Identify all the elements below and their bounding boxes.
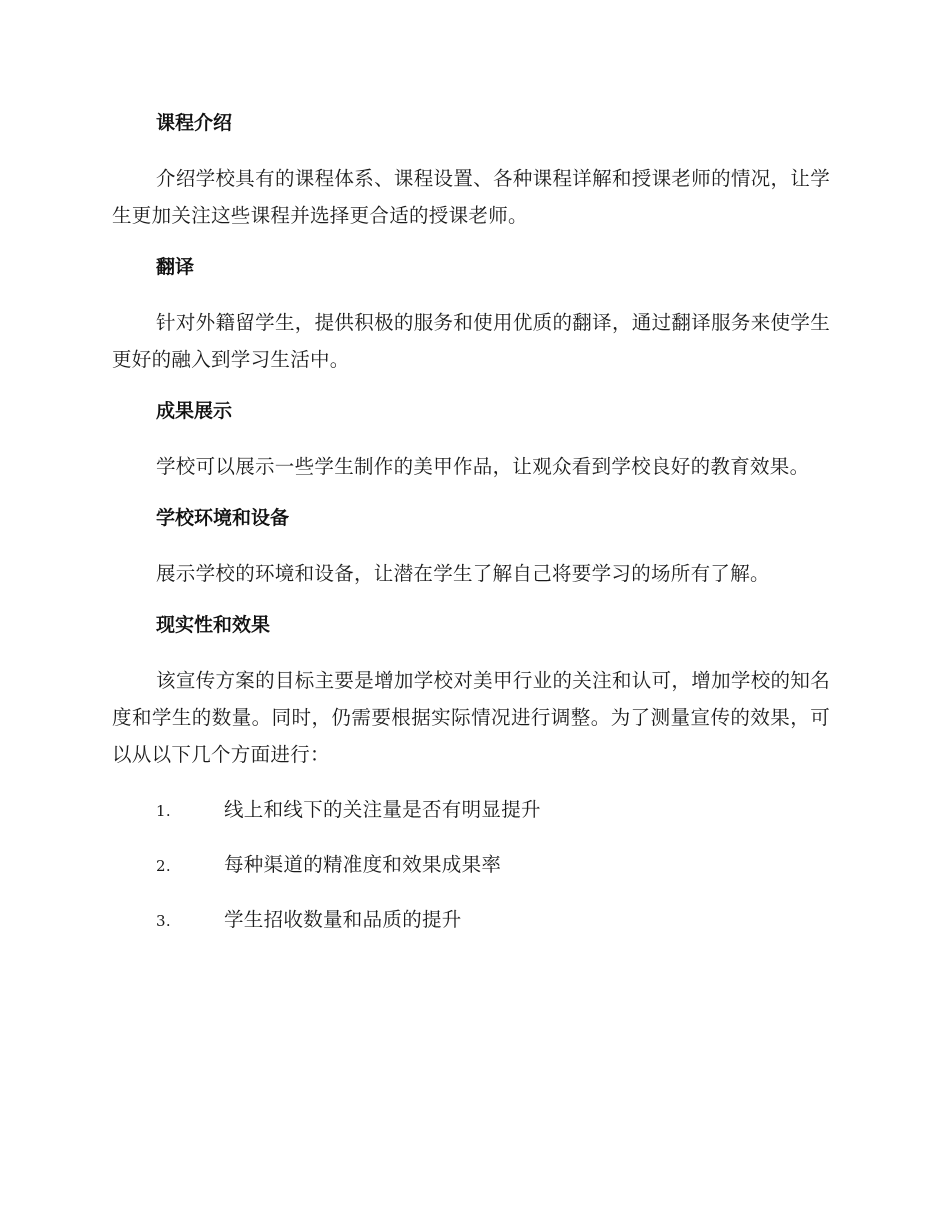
list-item-text: 线上和线下的关注量是否有明显提升: [224, 798, 541, 821]
section-body-translation: 针对外籍留学生，提供积极的服务和使用优质的翻译，通过翻译服务来使学生更好的融入到学习生活中。: [112, 311, 830, 371]
list-item: [112, 791, 830, 828]
section-body-course-intro: 介绍学校具有的课程体系、课程设置、各种课程详解和授课老师的情况，让学生更加关注这些课程并选择更合适的授课老师。: [112, 167, 830, 227]
section-heading-environment: 学校环境和设备: [156, 507, 290, 529]
measurement-list: [112, 791, 830, 938]
list-item-text: 学生招收数量和品质的提升: [224, 908, 462, 931]
list-item-number: 2.: [156, 857, 171, 875]
list-item-text: 每种渠道的精准度和效果成果率: [224, 853, 502, 876]
section-body-results-showcase: 学校可以展示一些学生制作的美甲作品，让观众看到学校良好的教育效果。: [156, 455, 810, 478]
section-heading-feasibility: 现实性和效果: [156, 614, 271, 636]
section-body-feasibility: 该宣传方案的目标主要是增加学校对美甲行业的关注和认可，增加学校的知名度和学生的数量。同时，仍需要根据实际情况进行调整。为了测量宣传的效果，可以从以下几个方面进行：: [112, 669, 830, 766]
list-item: [112, 901, 830, 938]
section-heading-course-intro: 课程介绍: [156, 112, 233, 134]
section-body-environment: 展示学校的环境和设备，让潜在学生了解自己将要学习的场所有了解。: [156, 562, 770, 585]
section-heading-translation: 翻译: [156, 256, 195, 278]
section-heading-results-showcase: 成果展示: [156, 400, 233, 422]
list-item-number: 3.: [156, 912, 171, 930]
list-item: [112, 846, 830, 883]
list-item-number: 1.: [156, 802, 171, 820]
